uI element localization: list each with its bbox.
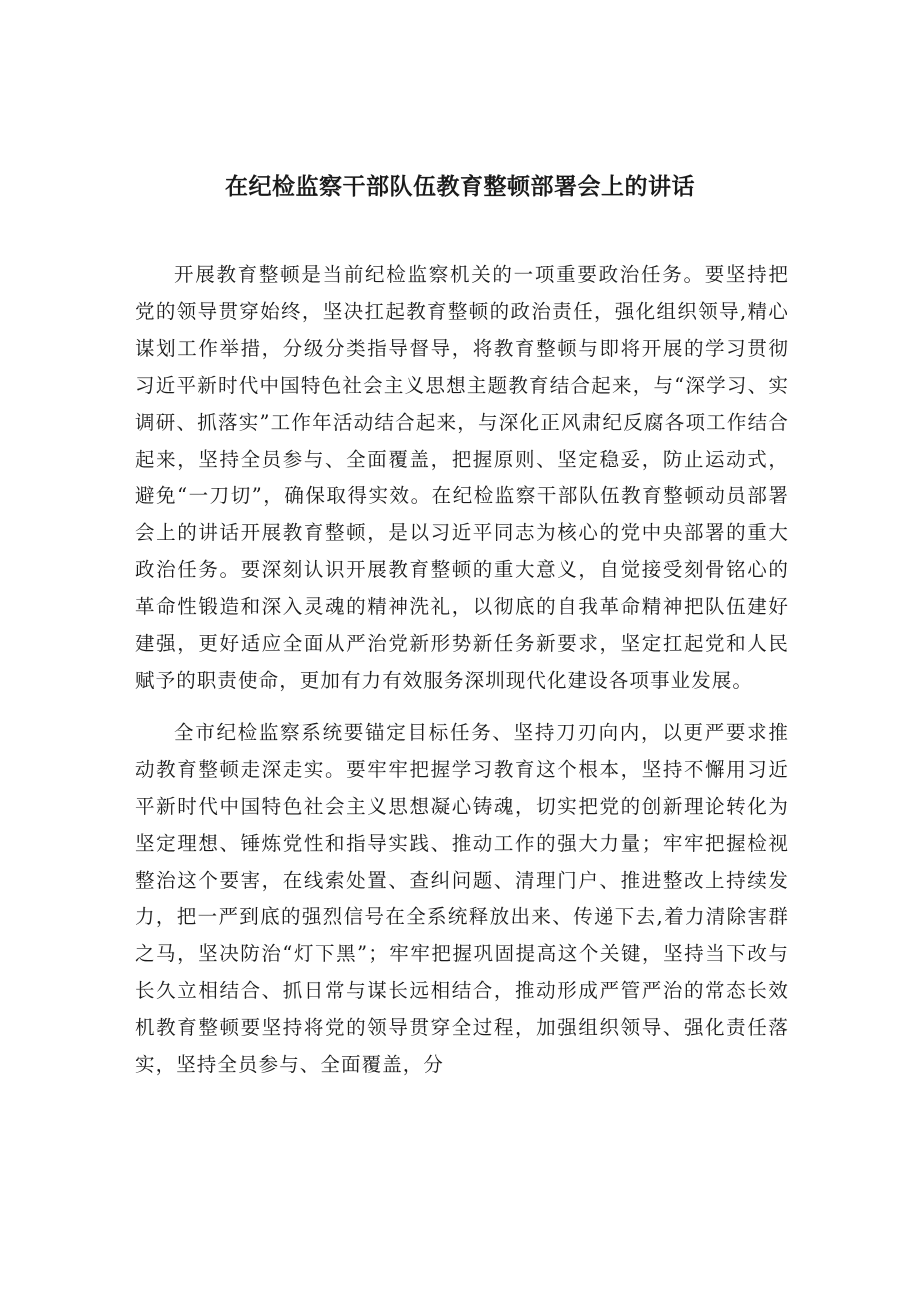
paragraph-1: 开展教育整顿是当前纪检监察机关的一项重要政治任务。要坚持把党的领导贯穿始终，坚决扛起教育整顿的政治责任，强化组织领导,精心谋划工作举措，分级分类指导督导，将教育整顿与即将开展的学习贯彻习近平新时代中国特色社会主义思想主题教育结合起来，与“深学习、实调研、抓落实”工作年活动结合起来，与深化正风肃纪反腐各项工作结合起来，坚持全员参与、全面覆盖，把握原则、坚定稳妥，防止运动式，避免“一刀切”，确保取得实效。在纪检监察干部队伍教育整顿动员部署会上的讲话开展教育整顿，是以习近平同志为核心的党中央部署的重大政治任务。要深刻认识开展教育整顿的重大意义，自觉接受刻骨铭心的革命性锻造和深入灵魂的精神洗礼，以彻底的自我革命精神把队伍建好建强，更好适应全面从严治党新形势新任务新要求，坚定扛起党和人民赋予的职责使命，更加有力有效服务深圳现代化建设各项事业发展。 bbox=[135, 263, 789, 692]
paragraph-2: 全市纪检监察系统要锚定目标任务、坚持刀刃向内，以更严要求推动教育整顿走深走实。要牢牢把握学习教育这个根本，坚持不懈用习近平新时代中国特色社会主义思想凝心铸魂，切实把党的创新理论转化为坚定理想、锤炼党性和指导实践、推动工作的强大力量；牢牢把握检视整治这个要害，在线索处置、查纠问题、清理门户、推进整改上持续发力，把一严到底的强烈信号在全系统释放出来、传递下去,着力清除害群之马，坚决防治“灯下黑”；牢牢把握巩固提高这个关键，坚持当下改与长久立相结合、抓日常与谋长远相结合，推动形成严管严治的常态长效机教育整顿要坚持将党的领导贯穿全过程，加强组织领导、强化责任落实，坚持全员参与、全面覆盖，分 bbox=[135, 720, 789, 1077]
document-title: 在纪检监察干部队伍教育整顿部署会上的讲话 bbox=[225, 174, 695, 200]
document-body bbox=[135, 257, 789, 1084]
